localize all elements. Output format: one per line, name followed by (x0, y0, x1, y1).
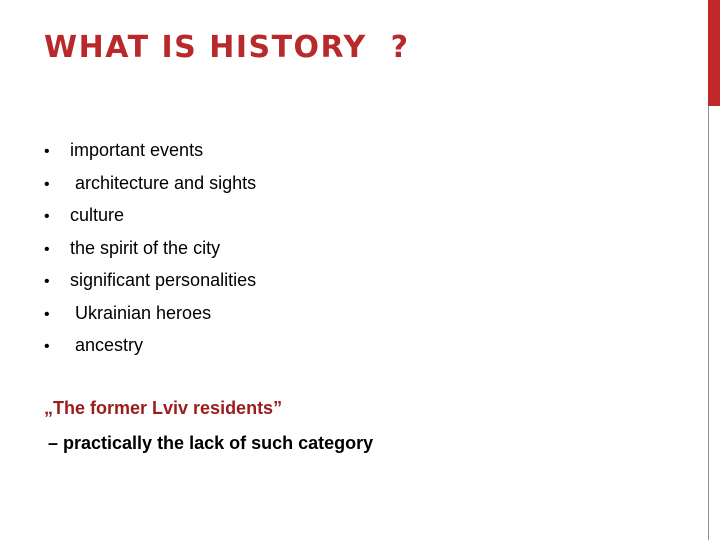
slide-title: WHAT IS HISTORY ? (44, 30, 410, 65)
side-divider (708, 106, 709, 540)
bullet-icon: • (44, 273, 50, 290)
bullet-item (44, 270, 256, 303)
bullet-item (44, 205, 256, 238)
bullet-text: Ukrainian heroes (70, 302, 212, 323)
quote-note: – practically the lack of such category (48, 433, 374, 453)
accent-bar (708, 0, 720, 106)
bullet-list (44, 140, 256, 368)
bullet-text: ancestry (70, 335, 144, 355)
bullet-item (44, 303, 256, 336)
bullet-item (44, 140, 256, 173)
bullet-text: significant personalities (70, 270, 257, 290)
bullet-icon: • (44, 143, 50, 160)
bullet-item (44, 335, 256, 368)
bullet-text: culture (70, 205, 125, 225)
bullet-icon: • (44, 208, 50, 225)
bullet-icon: • (44, 338, 50, 355)
bullet-item (44, 238, 256, 271)
bullet-item (44, 173, 256, 206)
bullet-text: architecture and sights (70, 172, 257, 193)
bullet-text: important events (70, 140, 204, 160)
bullet-text: the spirit of the city (70, 237, 221, 258)
bullet-icon: • (44, 305, 50, 323)
bullet-icon: • (44, 175, 50, 193)
bullet-icon: • (44, 240, 50, 258)
quote-heading: „The former Lviv residents” (44, 398, 283, 418)
